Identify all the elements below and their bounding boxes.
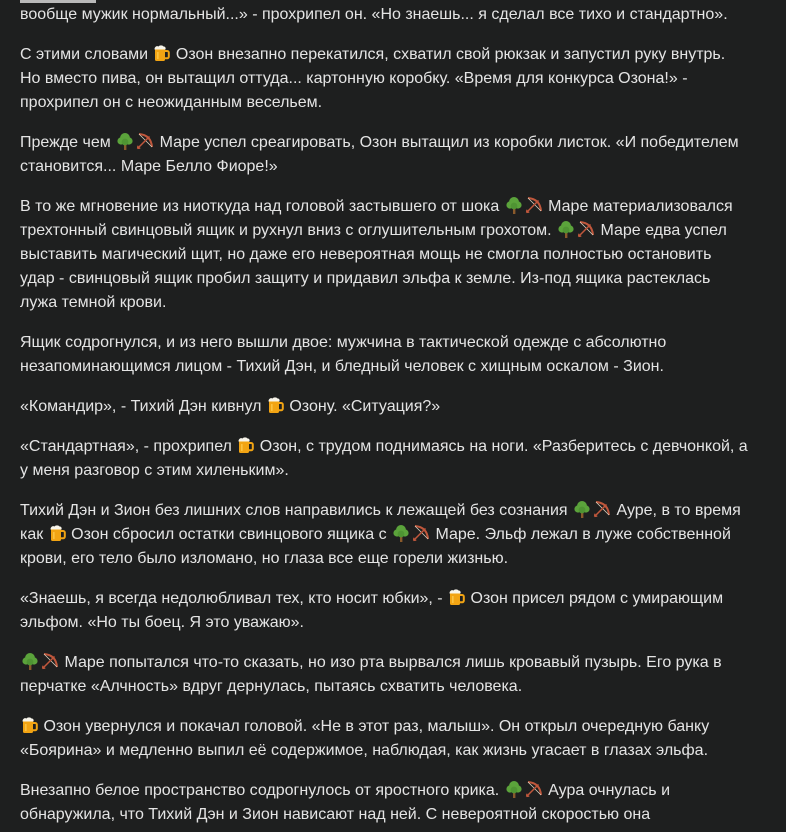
text-line: [20, 547, 772, 571]
text-segment: Маре материализовался: [543, 198, 733, 215]
text-line: [20, 715, 772, 739]
beer-mug-icon: [153, 44, 170, 62]
text-segment: «Стандартная», - прохрипел: [20, 438, 237, 455]
text-segment: трехтонный свинцовый ящик и рухнул вниз с оглушительным грохотом.: [20, 222, 557, 239]
story-paragraph: [20, 131, 772, 179]
text-segment: Озон внезапно перекатился, схватил свой рюкзак и запустил руку внутрь.: [171, 46, 726, 63]
text-segment: Озон присел рядом с умирающим: [466, 590, 724, 607]
beer-mug-icon: [237, 436, 254, 454]
text-line: [20, 3, 772, 27]
bow-arrow-icon: [412, 524, 430, 542]
text-segment: Озон, с трудом поднимаясь на ноги. «Разберитесь с девчонкой, а: [255, 438, 748, 455]
text-line: [20, 131, 772, 155]
text-line: [20, 523, 772, 547]
story-paragraph: [20, 715, 772, 763]
bow-arrow-icon: [593, 500, 611, 518]
bow-arrow-icon: [525, 196, 543, 214]
text-segment: удар - свинцовый ящик пробил защиту и придавил эльфа к земле. Из-под ящика растеклась: [20, 270, 711, 287]
text-line: [20, 675, 772, 699]
text-segment: вообще мужик нормальный...» - прохрипел он. «Но знаешь... я сделал все тихо и стандартно».: [20, 6, 728, 23]
text-segment: Озону. «Ситуация?»: [284, 398, 441, 415]
tree-icon: [392, 524, 410, 542]
text-line: [20, 459, 772, 483]
tree-icon: [505, 196, 523, 214]
text-line: [20, 611, 772, 635]
text-segment: Но вместо пива, он вытащил оттуда... картонную коробку. «Время для конкурса Озона!» -: [20, 70, 688, 87]
text-line: [20, 67, 772, 91]
tree-icon: [573, 500, 591, 518]
text-segment: Маре успел среагировать, Озон вытащил из коробки листок. «И победителем: [155, 134, 739, 151]
text-line: [20, 499, 772, 523]
text-segment: С этими словами: [20, 46, 153, 63]
text-line: [20, 435, 772, 459]
beer-mug-icon: [49, 524, 66, 542]
story-paragraph: [20, 195, 772, 315]
story-paragraph: [20, 779, 772, 827]
text-line: [20, 395, 772, 419]
text-segment: лужа темной крови.: [20, 294, 167, 311]
text-segment: Маре попытался что-то сказать, но изо рта вырвался лишь кровавый пузырь. Его рука в: [60, 654, 722, 671]
beer-mug-icon: [21, 716, 38, 734]
text-line: [20, 355, 772, 379]
text-segment: Маре едва успел: [596, 222, 727, 239]
text-segment: Маре. Эльф лежал в луже собственной: [431, 526, 731, 543]
text-line: [20, 803, 772, 827]
text-segment: обнаружила, что Тихий Дэн и Зион нависают над ней. С невероятной скоростью она: [20, 806, 651, 823]
text-segment: Озон сбросил остатки свинцового ящика с: [66, 526, 392, 543]
text-line: [20, 91, 772, 115]
text-line: [20, 779, 772, 803]
text-segment: как: [20, 526, 48, 543]
text-segment: незапоминающимся лицом - Тихий Дэн, и бледный человек с хищным оскалом - Зион.: [20, 358, 664, 375]
text-segment: Ауре, в то время: [612, 502, 741, 519]
text-segment: Внезапно белое пространство содрогнулось от яростного крика.: [20, 782, 504, 799]
story-paragraph: [20, 651, 772, 699]
text-line: [20, 219, 772, 243]
text-segment: Прежде чем: [20, 134, 116, 151]
tree-icon: [21, 652, 39, 670]
text-line: [20, 291, 772, 315]
beer-mug-icon: [267, 396, 284, 414]
text-segment: прохрипел он с неожиданным весельем.: [20, 94, 323, 111]
text-segment: Тихий Дэн и Зион без лишних слов направились к лежащей без сознания: [20, 502, 572, 519]
text-line: [20, 243, 772, 267]
text-segment: В то же мгновение из ниоткуда над головой застывшего от шока: [20, 198, 504, 215]
text-segment: крови, его тело было изломано, но глаза все еще горели жизнью.: [20, 550, 509, 567]
story-paragraph: [20, 435, 772, 483]
text-segment: перчатке «Алчность» вдруг дернулась, пытаясь схватить человека.: [20, 678, 523, 695]
story-paragraph: [20, 3, 772, 27]
text-line: [20, 739, 772, 763]
text-line: [20, 587, 772, 611]
text-line: [20, 195, 772, 219]
beer-mug-icon: [448, 588, 465, 606]
text-segment: Ящик содрогнулся, и из него вышли двое: мужчина в тактической одежде с абсолютно: [20, 334, 667, 351]
bow-arrow-icon: [41, 652, 59, 670]
text-segment: «Командир», - Тихий Дэн кивнул: [20, 398, 266, 415]
text-segment: у меня разговор с этим хиленьким».: [20, 462, 289, 479]
tree-icon: [557, 220, 575, 238]
story-paragraph: [20, 587, 772, 635]
bow-arrow-icon: [577, 220, 595, 238]
tree-icon: [116, 132, 134, 150]
story-paragraph: [20, 395, 772, 419]
story-paragraph: [20, 43, 772, 115]
story-text: [20, 3, 772, 827]
text-line: [20, 267, 772, 291]
text-segment: Аура очнулась и: [543, 782, 671, 799]
text-line: [20, 331, 772, 355]
text-segment: эльфом. «Но ты боец. Я это уважаю».: [20, 614, 304, 631]
text-segment: «Знаешь, я всегда недолюбливал тех, кто носит юбки», -: [20, 590, 448, 607]
bow-arrow-icon: [525, 780, 543, 798]
text-line: [20, 651, 772, 675]
text-segment: становится... Маре Белло Фиоре!»: [20, 158, 278, 175]
story-paragraph: [20, 499, 772, 571]
tree-icon: [505, 780, 523, 798]
text-line: [20, 43, 772, 67]
bow-arrow-icon: [136, 132, 154, 150]
text-segment: Озон увернулся и покачал головой. «Не в этот раз, малыш». Он открыл очередную банку: [39, 718, 710, 735]
text-segment: «Боярина» и медленно выпил её содержимое, наблюдая, как жизнь угасает в глазах эльфа.: [20, 742, 709, 759]
story-paragraph: [20, 331, 772, 379]
text-line: [20, 155, 772, 179]
text-segment: выставить магический щит, но даже его невероятная мощь не смогла полностью остановить: [20, 246, 712, 263]
